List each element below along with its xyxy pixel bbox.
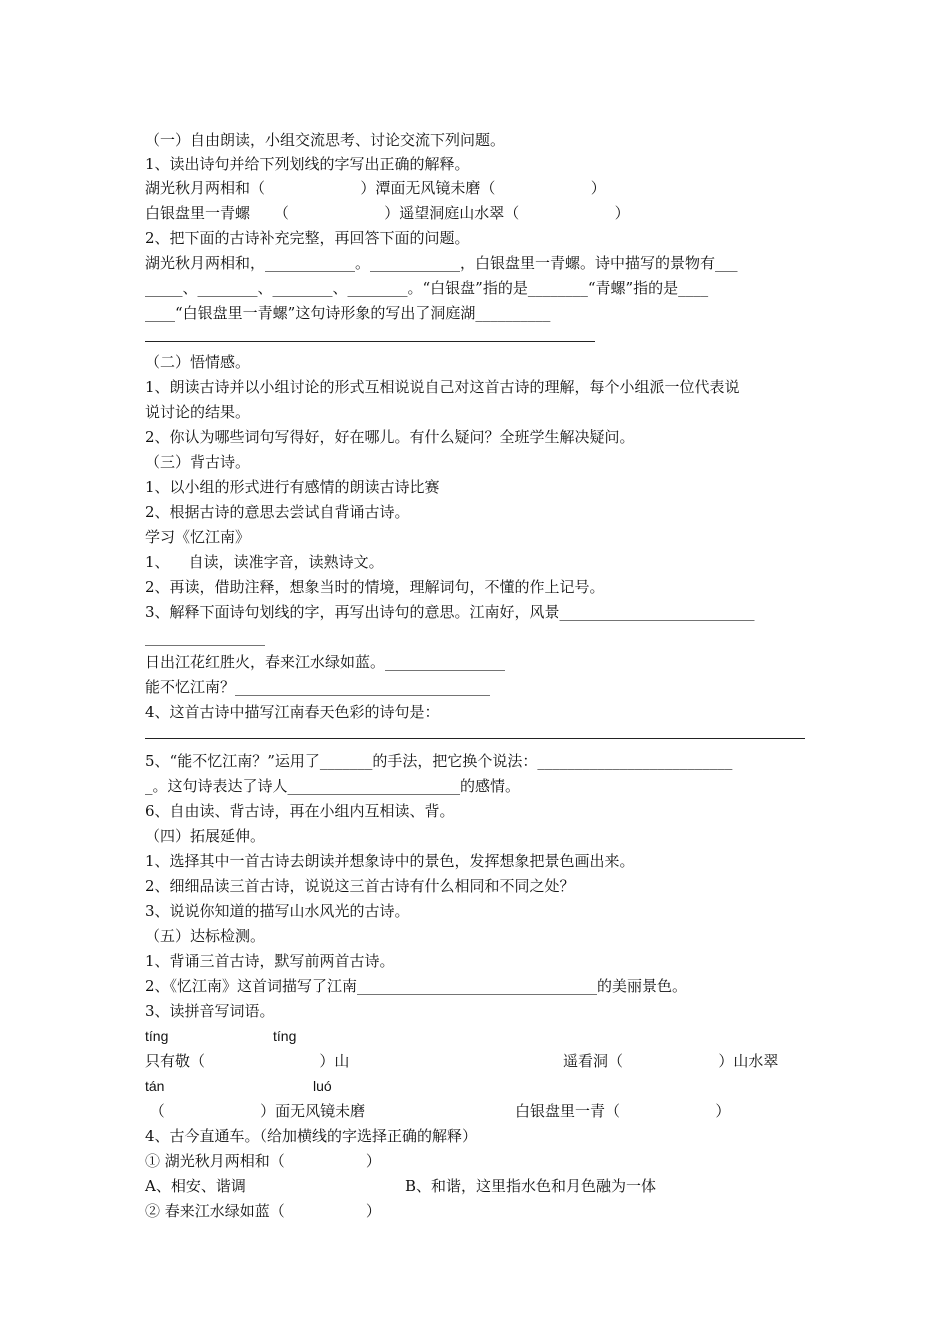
option-b: B、和谐，这里指水色和月色融为一体 bbox=[405, 1177, 657, 1195]
section4-heading: （四）拓展延伸。 bbox=[145, 827, 266, 845]
section5-question-1: 1、背诵三首古诗，默写前两首古诗。 bbox=[145, 952, 395, 970]
study-step-5-line-a: 5、“能不忆江南？”运用了_______的手法，把它换个说法：__________________________ bbox=[145, 752, 733, 770]
section5-heading: （五）达标检测。 bbox=[145, 927, 266, 945]
study-step-5-line-b: _。这句诗表达了诗人_______________________的感情。 bbox=[145, 777, 521, 795]
section3-heading: （三）背古诗。 bbox=[145, 453, 251, 471]
study-step-4: 4、这首古诗中描写江南春天色彩的诗句是： bbox=[145, 703, 440, 721]
section5-question-3: 3、读拼音写词语。 bbox=[145, 1002, 275, 1020]
section5-question-4-item-1: ① 湖光秋月两相和（ ） bbox=[145, 1152, 381, 1170]
word-fill-line-1a: 只有敬（ ）山 bbox=[145, 1052, 350, 1070]
pinyin-label: tán bbox=[145, 1078, 165, 1094]
section4-question-3: 3、说说你知道的描写山水风光的古诗。 bbox=[145, 902, 410, 920]
study-step-3: 3、解释下面诗句划线的字，再写出诗句的意思。江南好，风景__________________________ bbox=[145, 603, 755, 621]
answer-line bbox=[145, 341, 595, 342]
pinyin-label: luó bbox=[313, 1078, 332, 1094]
study-step-3-line-c: 日出江花红胜火，春来江水绿如蓝。________________ bbox=[145, 653, 506, 671]
pinyin-label: tíng bbox=[273, 1028, 297, 1044]
section1-question-2-line-a: 湖光秋月两相和，____________。____________，白银盘里一青螺。诗中描写的景物有___ bbox=[145, 254, 738, 272]
section5-question-4: 4、古今直通车。（给加横线的字选择正确的解释） bbox=[145, 1127, 478, 1145]
section1-question-2-line-c: ____“白银盘里一青螺”这句诗形象的写出了洞庭湖__________ bbox=[145, 304, 551, 322]
study-step-3-line-d: 能不忆江南？__________________________________ bbox=[145, 678, 491, 696]
section2-heading: （二）悟情感。 bbox=[145, 353, 251, 371]
study-title: 学习《忆江南》 bbox=[145, 528, 251, 546]
study-step-3-line-b: ________________ bbox=[145, 628, 265, 646]
section1-question-2: 2、把下面的古诗补充完整，再回答下面的问题。 bbox=[145, 229, 470, 247]
section3-question-2: 2、根据古诗的意思去尝试自背诵古诗。 bbox=[145, 503, 410, 521]
word-fill-line-2b: 白银盘里一青（ ） bbox=[515, 1102, 731, 1120]
pinyin-label: tíng bbox=[145, 1028, 169, 1044]
section5-question-2: 2、《忆江南》这首词描写了江南________________________________的美丽景色。 bbox=[145, 977, 688, 995]
study-step-1: 1、 自读，读准字音，读熟诗文。 bbox=[145, 553, 384, 571]
word-fill-line-2a: （ ）面无风镜未磨 bbox=[145, 1102, 366, 1120]
section2-question-2: 2、你认为哪些词句写得好，好在哪儿。有什么疑问？全班学生解决疑问。 bbox=[145, 428, 635, 446]
section2-question-1-line-b: 说讨论的结果。 bbox=[145, 403, 251, 421]
study-step-2: 2、再读，借助注释，想象当时的情境，理解词句，不懂的作上记号。 bbox=[145, 578, 605, 596]
section4-question-1: 1、选择其中一首古诗去朗读并想象诗中的景色，发挥想象把景色画出来。 bbox=[145, 852, 635, 870]
answer-line bbox=[145, 738, 805, 739]
section1-question-1-line-b: 白银盘里一青螺 （ ）遥望洞庭山水翠（ ） bbox=[145, 204, 630, 222]
option-a: A、相安、谐调 bbox=[145, 1177, 246, 1195]
section4-question-2: 2、细细品读三首古诗，说说这三首古诗有什么相同和不同之处？ bbox=[145, 877, 575, 895]
section1-question-1: 1、读出诗句并给下列划线的字写出正确的解释。 bbox=[145, 155, 470, 173]
section2-question-1-line-a: 1、朗读古诗并以小组讨论的形式互相说说自己对这首古诗的理解，每个小组派一位代表说 bbox=[145, 378, 740, 396]
word-fill-line-1b: 遥看洞（ ）山水翠 bbox=[563, 1052, 779, 1070]
section1-question-1-line-a: 湖光秋月两相和（ ）潭面无风镜未磨（ ） bbox=[145, 179, 606, 197]
section1-heading: （一）自由朗读，小组交流思考、讨论交流下列问题。 bbox=[145, 131, 506, 149]
section5-question-4-item-2: ② 春来江水绿如蓝（ ） bbox=[145, 1202, 381, 1220]
study-step-6: 6、自由读、背古诗，再在小组内互相读、背。 bbox=[145, 802, 455, 820]
section1-question-2-line-b: _____、________、________、________。“白银盘”指的是________“青螺”指的是____ bbox=[145, 279, 709, 297]
section3-question-1: 1、以小组的形式进行有感情的朗读古诗比赛 bbox=[145, 478, 440, 496]
